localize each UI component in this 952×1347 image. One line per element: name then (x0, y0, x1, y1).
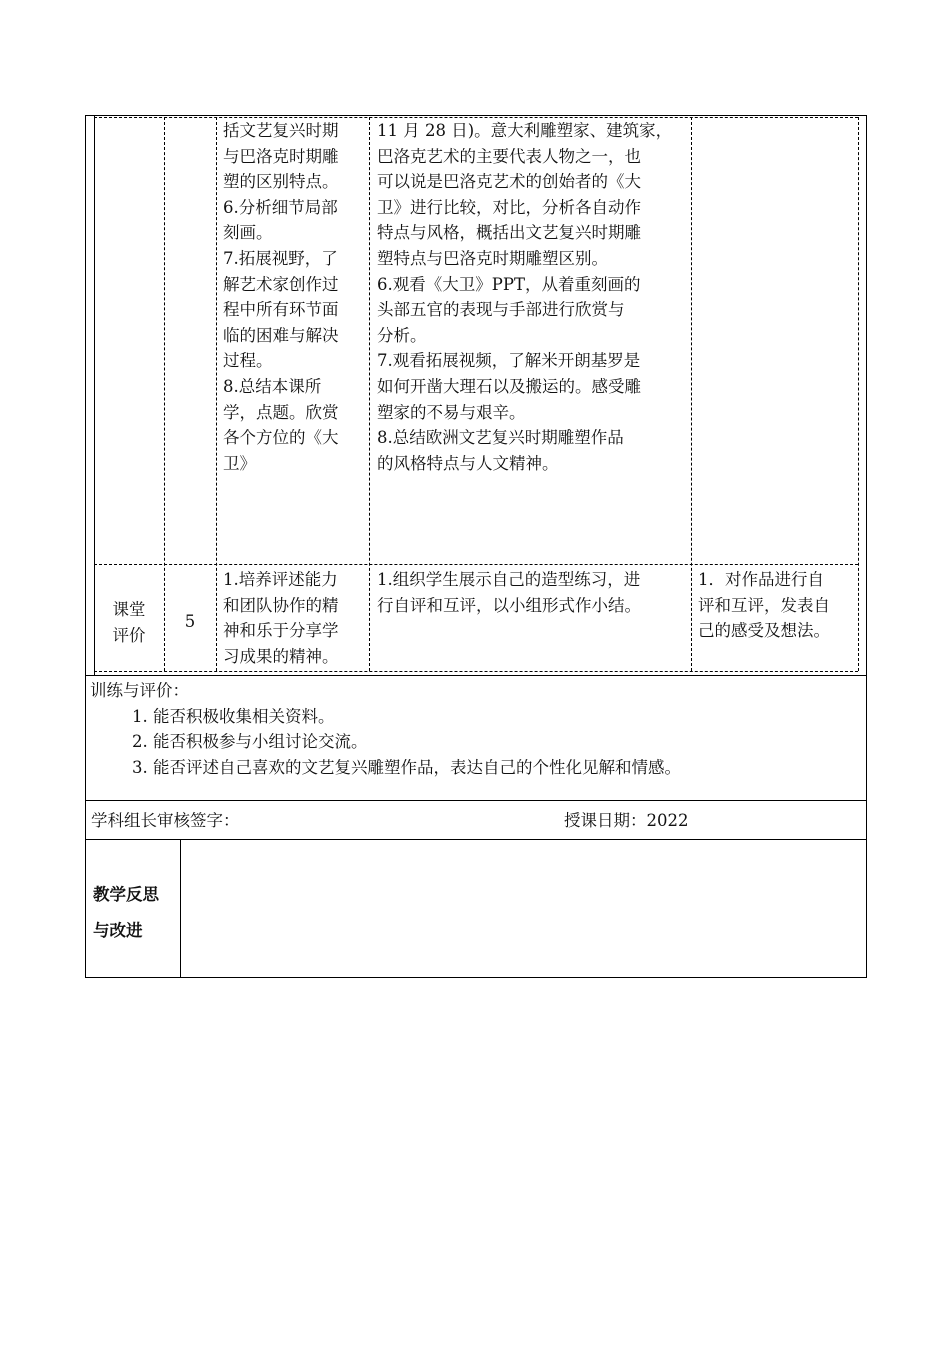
text-line: 和团队协作的精 (223, 595, 339, 615)
text-line: 各个方位的《大 (223, 428, 339, 448)
training-item: 1. 能否积极收集相关资料。 (132, 706, 335, 726)
row2-student-cell (698, 567, 856, 644)
text-line: 6.观看《大卫》PPT，从着重刻画的 (377, 274, 641, 294)
text-line: 6.分析细节局部 (223, 197, 338, 217)
row1-goal-cell (223, 118, 367, 476)
reflection-label-line: 与改进 (93, 921, 143, 940)
training-section (90, 678, 860, 780)
text-line: 神和乐于分享学 (223, 621, 339, 641)
text-line: 7.观看拓展视频，了解米开朗基罗是 (377, 351, 641, 371)
dashed-col-3 (369, 117, 370, 671)
row2-goal-cell (223, 567, 367, 669)
text-line: 程中所有环节面 (223, 300, 339, 320)
training-item: 2. 能否积极参与小组讨论交流。 (132, 732, 368, 752)
text-line: 如何开凿大理石以及搬运的。感受雕 (377, 376, 641, 396)
reflection-content-cell (181, 840, 866, 977)
text-line: 1.组织学生展示自己的造型练习，进 (377, 570, 641, 589)
text-line: 过程。 (223, 351, 273, 371)
text-line: 临的困难与解决 (223, 325, 339, 345)
text-line: 8.总结本课所 (223, 376, 322, 396)
text-line: 1.培养评述能力 (223, 570, 338, 589)
row1-teacher-cell (377, 118, 689, 476)
text-line: 8.总结欧洲文艺复兴时期雕塑作品 (377, 428, 624, 448)
text-line: 刻画。 (223, 223, 273, 243)
text-line: 巴洛克艺术的主要代表人物之一，也 (377, 146, 641, 166)
text-line: 塑家的不易与艰辛。 (377, 402, 526, 422)
text-line: 塑的区别特点。 (223, 172, 339, 192)
dashed-col-2 (216, 117, 217, 671)
text-line: 与巴洛克时期雕 (223, 146, 339, 166)
row2-teacher-cell (377, 567, 689, 618)
training-item: 3. 能否评述自己喜欢的文艺复兴雕塑作品，表达自己的个性化见解和情感。 (132, 757, 681, 777)
text-line: 卫》进行比较，对比，分析各自动作 (377, 197, 641, 217)
reflection-label (93, 877, 177, 949)
text-line: 的风格特点与人文精神。 (377, 453, 559, 473)
dashed-bottom (94, 671, 858, 672)
row2-stage-cell (96, 597, 162, 648)
text-line: 行自评和互评，以小组形式作小结。 (377, 595, 641, 615)
text-line: 解艺术家创作过 (223, 274, 339, 294)
text-line: 评和互评，发表自 (698, 595, 830, 615)
text-line: 头部五官的表现与手部进行欣赏与 (377, 300, 625, 320)
text-line: 习成果的精神。 (223, 646, 339, 666)
row-separator-2 (85, 800, 867, 801)
text-line: 分析。 (377, 325, 427, 345)
text-line: 特点与风格，概括出文艺复兴时期雕 (377, 223, 641, 243)
row2-minutes-cell: 5 (184, 612, 196, 631)
text-line: 11 月 28 日)。意大利雕塑家、建筑家， (377, 121, 673, 140)
training-title: 训练与评价： (90, 681, 189, 700)
text-line: 卫》 (223, 453, 256, 473)
reviewer-signature-label: 学科组长审核签字： (91, 811, 240, 830)
text-line: 学，点题。欣赏 (223, 402, 339, 422)
text-line: 括文艺复兴时期 (223, 121, 339, 140)
dashed-col-1 (164, 117, 165, 671)
text-line: 可以说是巴洛克艺术的创始者的《大 (377, 172, 641, 192)
dashed-col-4 (691, 117, 692, 671)
dashed-col-5 (858, 117, 859, 671)
row-separator-1 (85, 675, 867, 676)
stage-label-line: 课堂 (112, 600, 146, 619)
text-line: 塑特点与巴洛克时期雕塑区别。 (377, 248, 608, 268)
inner-table-left-border (94, 115, 95, 675)
reflection-label-line: 教学反思 (93, 885, 159, 904)
lesson-date-label: 授课日期：2022 (564, 811, 689, 830)
stage-label-line: 评价 (112, 625, 146, 645)
text-line: 己的感受及想法。 (698, 621, 830, 641)
dashed-row-divider (94, 564, 858, 565)
text-line: 1．对作品进行自 (698, 570, 824, 589)
text-line: 7.拓展视野，了 (223, 248, 338, 268)
